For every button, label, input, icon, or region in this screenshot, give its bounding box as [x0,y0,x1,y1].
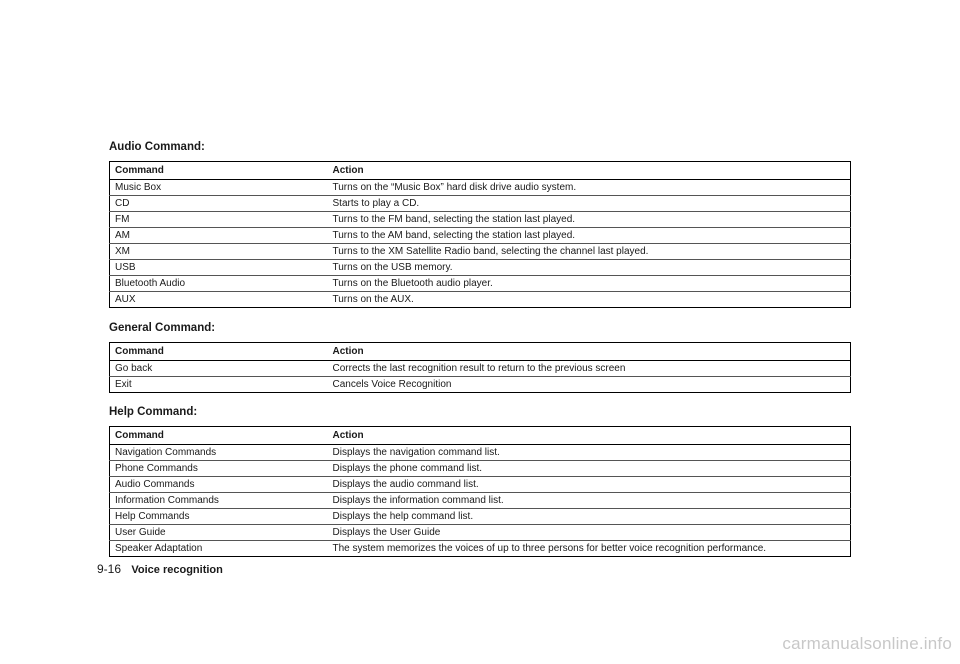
command-cell: Speaker Adaptation [110,541,328,557]
column-header-command: Command [110,162,328,180]
action-cell: Turns on the USB memory. [328,260,851,276]
action-cell: Turns to the FM band, selecting the station last played. [328,212,851,228]
command-cell: FM [110,212,328,228]
footer-section-label: Voice recognition [131,564,223,576]
command-cell: Navigation Commands [115,447,217,458]
column-header-command: Command [110,427,328,445]
command-cell: Music Box [115,182,162,193]
column-header-command: Command [110,343,328,361]
section-title: Help Command: [109,406,198,418]
column-header-action: Action [328,162,851,180]
action-cell: Corrects the last recognition result to return to the previous screen [332,363,626,374]
table-row [110,292,851,308]
table-row [110,361,851,377]
page-number: 9-16 [97,562,122,576]
command-cell: User Guide [110,525,328,541]
section-title: General Command: [109,322,216,334]
table-header-row [110,427,851,445]
table-row [110,461,851,477]
table-row [110,228,851,244]
action-cell: Starts to play a CD. [328,196,851,212]
command-cell: AM [110,228,328,244]
table-row [110,244,851,260]
action-cell: Displays the navigation command list. [332,447,500,458]
help-command-section [109,406,850,557]
action-cell: Displays the audio command list. [328,477,851,493]
table-row [110,509,851,525]
command-cell: Go back [115,363,153,374]
general-command-section [109,322,850,393]
table-row [110,377,851,393]
table-row [110,260,851,276]
help-command-table [109,426,851,557]
page-footer [97,562,223,576]
command-cell: Audio Commands [110,477,328,493]
action-cell: Cancels Voice Recognition [328,377,851,393]
command-cell: Information Commands [110,493,328,509]
table-row [110,445,851,461]
command-cell: Help Commands [110,509,328,525]
action-cell: Turns on the Bluetooth audio player. [328,276,851,292]
table-row [110,276,851,292]
action-cell: Turns on the “Music Box” hard disk drive audio system. [332,182,577,193]
table-row [110,477,851,493]
watermark: carmanualsonline.info [782,634,952,653]
command-cell: Bluetooth Audio [110,276,328,292]
command-cell: USB [110,260,328,276]
column-header-action: Action [328,427,851,445]
table-header-row [110,343,851,361]
command-cell: Phone Commands [110,461,328,477]
action-cell: Displays the information command list. [328,493,851,509]
table-row [110,180,851,196]
action-cell: Turns on the AUX. [328,292,851,308]
action-cell: The system memorizes the voices of up to three persons for better voice recognition performance. [328,541,851,557]
action-cell: Displays the phone command list. [328,461,851,477]
action-cell: Turns to the AM band, selecting the station last played. [328,228,851,244]
action-cell: Displays the User Guide [328,525,851,541]
action-cell: Displays the help command list. [328,509,851,525]
command-cell: AUX [110,292,328,308]
table-row [110,541,851,557]
table-row [110,525,851,541]
general-command-table [109,342,851,393]
command-cell: XM [110,244,328,260]
audio-command-section [109,141,850,308]
section-title: Audio Command: [109,141,205,153]
table-row [110,196,851,212]
table-row [110,493,851,509]
column-header-action: Action [328,343,851,361]
table-header-row [110,162,851,180]
command-cell: CD [110,196,328,212]
command-cell: Exit [110,377,328,393]
action-cell: Turns to the XM Satellite Radio band, selecting the channel last played. [328,244,851,260]
audio-command-table [109,161,851,308]
table-row [110,212,851,228]
